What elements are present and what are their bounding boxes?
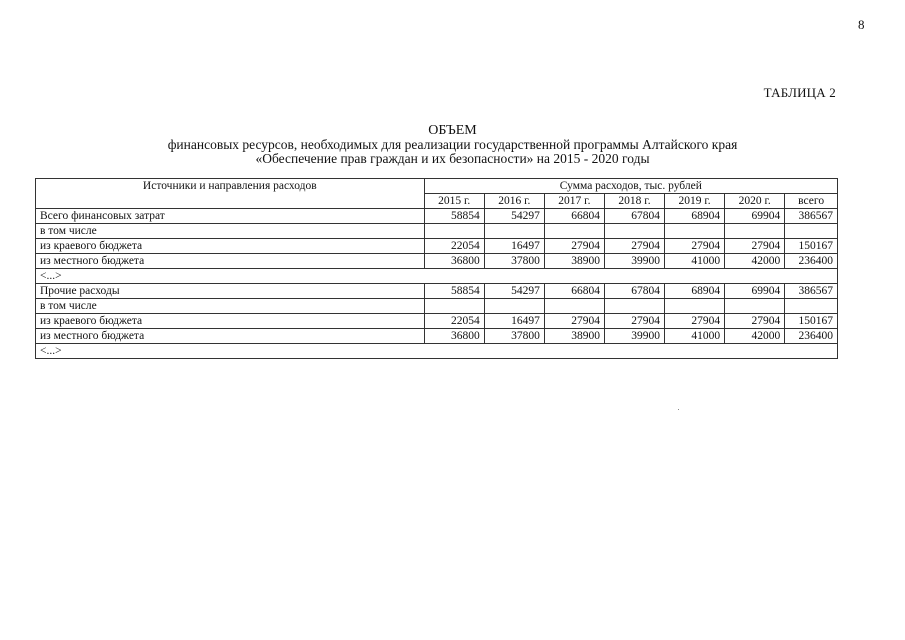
value-cell: 37800 — [484, 329, 544, 344]
value-cell: 27904 — [725, 239, 785, 254]
table-row — [36, 329, 838, 344]
value-cell: 16497 — [484, 239, 544, 254]
title-line-program: «Обеспечение прав граждан и их безопасности» на 2015 - 2020 годы — [255, 151, 650, 166]
value-cell: 27904 — [665, 314, 725, 329]
table-row — [36, 314, 838, 329]
value-cell: 66804 — [544, 284, 604, 299]
value-cell — [544, 224, 604, 239]
value-cell: 58854 — [424, 284, 484, 299]
year-header-2019: 2019 г. — [665, 194, 725, 209]
value-cell: 39900 — [604, 329, 664, 344]
value-cell: 54297 — [484, 284, 544, 299]
value-cell: 41000 — [665, 254, 725, 269]
value-cell: 68904 — [665, 209, 725, 224]
value-cell: 27904 — [544, 239, 604, 254]
page-number: 8 — [858, 17, 865, 32]
value-cell: 27904 — [604, 239, 664, 254]
value-cell: 37800 — [484, 254, 544, 269]
value-cell — [484, 299, 544, 314]
total-header: всего — [785, 194, 838, 209]
year-header-2015: 2015 г. — [424, 194, 484, 209]
total-cell: 150167 — [785, 314, 838, 329]
sum-column-header: Сумма расходов, тыс. рублей — [424, 179, 837, 194]
row-label: Прочие расходы — [36, 284, 425, 299]
value-cell: 42000 — [725, 329, 785, 344]
value-cell — [665, 299, 725, 314]
table-row — [36, 209, 838, 224]
total-cell: 236400 — [785, 329, 838, 344]
omission-marker: <...> — [36, 269, 838, 284]
table-header-row — [36, 179, 838, 194]
value-cell: 58854 — [424, 209, 484, 224]
value-cell — [424, 224, 484, 239]
table-row — [36, 284, 838, 299]
row-label: из краевого бюджета — [36, 239, 425, 254]
row-label: в том числе — [36, 224, 425, 239]
omission-marker: <...> — [36, 344, 838, 359]
value-cell — [725, 224, 785, 239]
scan-dot — [678, 409, 679, 410]
table-body — [36, 209, 838, 359]
value-cell: 39900 — [604, 254, 664, 269]
row-label: Всего финансовых затрат — [36, 209, 425, 224]
value-cell: 67804 — [604, 284, 664, 299]
total-cell: 150167 — [785, 239, 838, 254]
value-cell — [604, 299, 664, 314]
value-cell: 69904 — [725, 284, 785, 299]
table-label: ТАБЛИЦА 2 — [763, 85, 836, 100]
total-cell: 386567 — [785, 284, 838, 299]
title-line-main: ОБЪЕМ — [428, 123, 477, 138]
document-title — [0, 124, 905, 166]
value-cell — [424, 299, 484, 314]
row-label: из местного бюджета — [36, 329, 425, 344]
value-cell: 36800 — [424, 254, 484, 269]
source-column-header: Источники и направления расходов — [36, 179, 425, 209]
value-cell: 67804 — [604, 209, 664, 224]
total-cell — [785, 224, 838, 239]
value-cell: 54297 — [484, 209, 544, 224]
table-row — [36, 239, 838, 254]
value-cell: 41000 — [665, 329, 725, 344]
year-header-2016: 2016 г. — [484, 194, 544, 209]
total-cell — [785, 299, 838, 314]
year-header-2020: 2020 г. — [725, 194, 785, 209]
table-row — [36, 299, 838, 314]
value-cell: 27904 — [604, 314, 664, 329]
financial-resources-table — [35, 178, 838, 359]
row-label: в том числе — [36, 299, 425, 314]
total-cell: 386567 — [785, 209, 838, 224]
value-cell: 66804 — [544, 209, 604, 224]
title-line-subject: финансовых ресурсов, необходимых для реализации государственной программы Алтайского края — [167, 137, 738, 152]
value-cell: 22054 — [424, 314, 484, 329]
table-row — [36, 344, 838, 359]
value-cell: 68904 — [665, 284, 725, 299]
value-cell — [725, 299, 785, 314]
value-cell: 38900 — [544, 254, 604, 269]
value-cell — [604, 224, 664, 239]
value-cell: 42000 — [725, 254, 785, 269]
value-cell: 27904 — [544, 314, 604, 329]
total-cell: 236400 — [785, 254, 838, 269]
value-cell: 69904 — [725, 209, 785, 224]
year-header-2018: 2018 г. — [604, 194, 664, 209]
value-cell — [665, 224, 725, 239]
value-cell: 36800 — [424, 329, 484, 344]
row-label: из местного бюджета — [36, 254, 425, 269]
table-row — [36, 224, 838, 239]
year-header-2017: 2017 г. — [544, 194, 604, 209]
value-cell: 38900 — [544, 329, 604, 344]
table-row — [36, 269, 838, 284]
table-row — [36, 254, 838, 269]
value-cell: 16497 — [484, 314, 544, 329]
value-cell: 22054 — [424, 239, 484, 254]
value-cell — [544, 299, 604, 314]
value-cell — [484, 224, 544, 239]
row-label: из краевого бюджета — [36, 314, 425, 329]
value-cell: 27904 — [725, 314, 785, 329]
value-cell: 27904 — [665, 239, 725, 254]
